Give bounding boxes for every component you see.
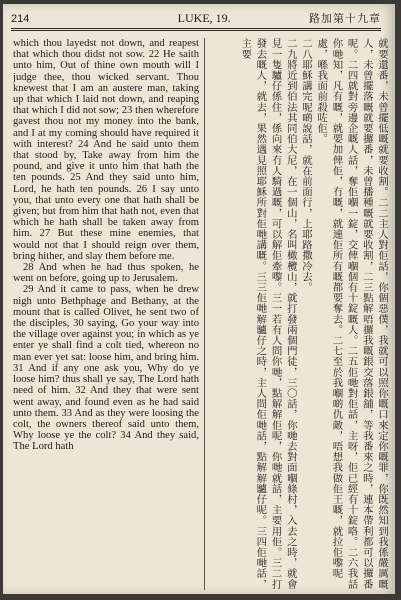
english-paragraph: which thou layedst not down, and reapest that which thou didst not sow. 22 He saith unto him, Out of thine own mouth will I judge thee, thou wicked servant. Thou knewest that I am an austere man, taking up that which I laid not down, and reaping that which I did not sow; 23 then wherefore gavest thou not my money into the bank, and I at my coming should have required it with interest? 24 And he said unto them that stood by, Take away from him the pound, and give it unto him that hath the ten pounds. 25 And they said unto him, Lord, he hath ten pounds. 26 I say unto you, that unto every one that hath shall be given; but from him that hath not, even that which he hath shall be taken away from him. 27 But these mine enemies, that would not that I should reign over them, bring hither, and slay them before me. bbox=[13, 38, 199, 262]
chinese-paragraph: 就要還番，未曾擺低嘅就要收割。二二主人對佢話，你個惡僕，我就可以照你嘅口來定你嘅罪，你既然知到我係嚴厲嘅人，未曾擺落嘅就要攞番，未曾播種嘅就要收割，二三點解唔攞我嘅銀交落銀舖，等我番來之時，連本帶利都可以攞番呢。二四就對旁邊企嘅人話，奪佢嗰一錠，交俾嗰個有十錠嘅人。二五佢哋對佢話，主呀，佢已經有十錠咯。二六我話你哋知，凡有嘅，就要加俾佢，冇嘅，就連佢所有嘅都要奪去。二七至於我嗰啲仇敵，唔想我做佢王嘅，就拉佢嚟呢處，喺我面前殺咗佢。 bbox=[315, 38, 388, 590]
chinese-column bbox=[207, 38, 389, 590]
header-rule bbox=[11, 28, 381, 31]
page-number: 214 bbox=[11, 13, 30, 25]
column-divider bbox=[204, 38, 205, 590]
chinese-chapter-title: 路加第十九章 bbox=[308, 12, 381, 25]
book-page bbox=[3, 4, 395, 594]
book-chapter-title: LUKE, 19. bbox=[177, 11, 231, 25]
page-header bbox=[11, 10, 381, 26]
english-paragraph: 28 And when he had thus spoken, he went on before, going up to Jerusalem. bbox=[13, 262, 199, 285]
english-column bbox=[13, 38, 199, 592]
chinese-paragraph: 二九將近到伯法其同伯大尼，在一個山，名叫橄欖山，就打發兩個門徒，三〇話，你哋去對面嗰條村，入去之時，就會見一隻驢仔係住，係向來冇人騎過嘅，可以解佢牽嚟。三一若有人問你哋，點解解佢呢，你哋就話，主要用佢。三二打發去嘅人，就去，果然遇見照耶穌所對佢哋講嘅。三三佢哋解驢仔之時，主人問佢哋話，點解解驢仔呢。三四佢哋話，主要 bbox=[239, 38, 297, 590]
chinese-paragraph: 二八耶穌講完呢啲說話，就在前面行，上耶路撒冷去。 bbox=[299, 38, 312, 293]
english-paragraph: 29 And it came to pass, when he drew nigh unto Bethphage and Bethany, at the mount that is called Olivet, he sent two of the disciples, 30 saying, Go your way into the village over against you; in which as ye enter ye shall find a colt tied, whereon no man ever yet sat: loose him, and bring him. 31 And if any one ask you, Why do ye loose him? thus shall ye say, The Lord hath need of him. 32 And they that were sent went away, and found even as he had said unto them. 33 And as they were loosing the colt, the owners thereof said unto them, Why loose ye the colt? 34 And they said, The Lord hath bbox=[13, 284, 199, 453]
